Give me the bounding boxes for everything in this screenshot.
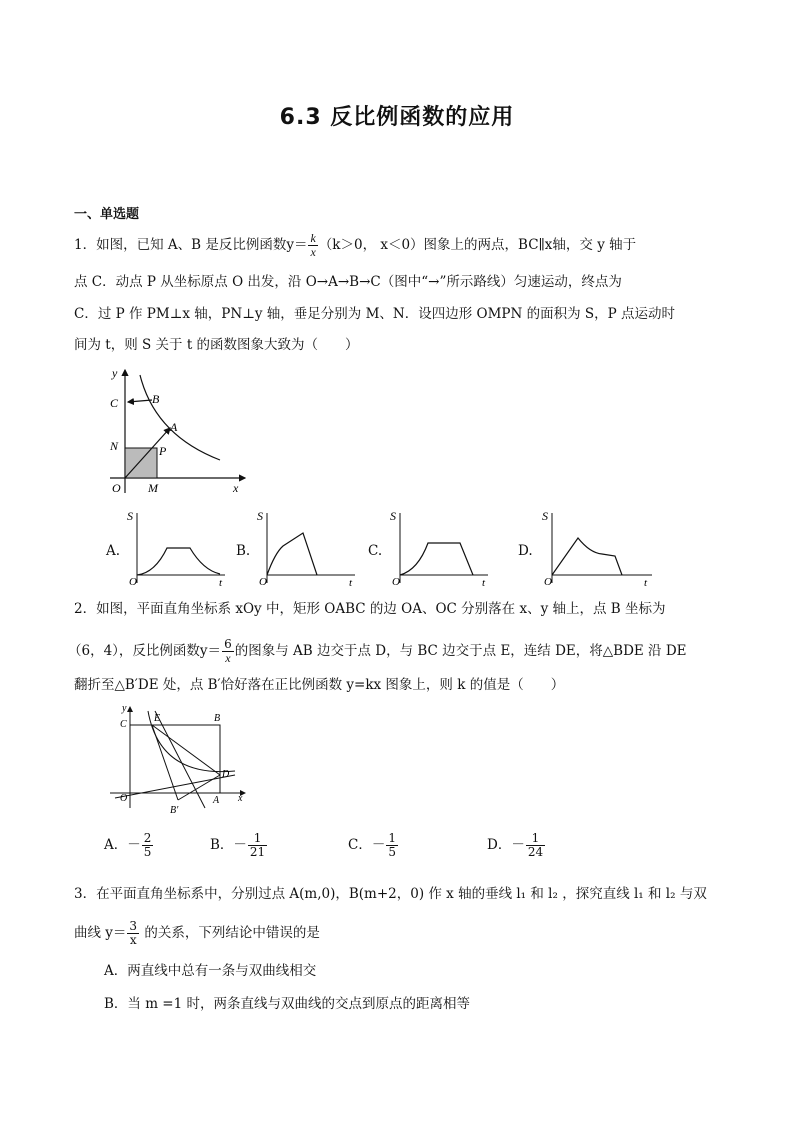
- q1-option-a-label: A.: [106, 543, 121, 559]
- section-heading: 一、单选题: [74, 207, 140, 222]
- fig2-label-o: O: [120, 793, 128, 804]
- hyperbola-curve: [148, 711, 235, 772]
- fig1-label-m: M: [148, 481, 158, 495]
- q2-option-c-fraction: [386, 832, 398, 859]
- q3-text-a: 曲线 y＝: [74, 925, 127, 941]
- q2-option-b-den: 21: [249, 845, 266, 859]
- fig1-label-p: P: [159, 444, 167, 458]
- q1-line-4: 间为 t，则 S 关于 t 的函数图象大致为（ ）: [74, 337, 359, 353]
- q2-option-d: [487, 832, 546, 859]
- q1-option-b-graph: [255, 508, 360, 588]
- q2-line-2: [68, 638, 687, 665]
- q3-text-b: 的关系，下列结论中错误的是: [140, 925, 320, 941]
- q2-option-d-den: 24: [527, 845, 544, 859]
- fig2-label-c: C: [120, 719, 127, 730]
- q2-option-a-den: 5: [143, 845, 152, 859]
- q1-option-a-graph: [125, 508, 230, 588]
- fig2-label-x: x: [238, 793, 243, 804]
- q2-option-b-label: B．－: [210, 837, 247, 853]
- q2-option-a-fraction: [142, 832, 154, 859]
- graph-d-t: t: [644, 577, 648, 588]
- q1-option-c-graph: [388, 508, 493, 588]
- q2-frac-den: x: [225, 651, 231, 665]
- graph-d-o: O: [544, 576, 552, 588]
- q2-text-b: 的图象与 AB 边交于点 D，与 BC 边交于点 E，连结 DE，将△BDE 沿 DE: [234, 643, 687, 659]
- q1-frac-den: x: [310, 245, 316, 259]
- q1-line-2: 点 C．动点 P 从坐标原点 O 出发，沿 O→A→B→C（图中“→”所示路线）匀速运动，终点为: [74, 274, 622, 290]
- fig2-label-b-prime: B′: [170, 805, 179, 816]
- q1-option-c-label: C.: [368, 543, 383, 559]
- q2-figure: [100, 703, 250, 823]
- q2-option-c-num: 1: [388, 831, 396, 845]
- q3-option-b: B．当 m =1 时，两条直线与双曲线的交点到原点的距离相等: [104, 996, 470, 1012]
- fig1-label-o: O: [112, 481, 121, 495]
- q2-line-1: 2．如图，平面直角坐标系 xOy 中，矩形 OABC 的边 OA、OC 分别落在 x、y 轴上，点 B 坐标为: [74, 601, 666, 617]
- graph-a-o: O: [129, 576, 137, 588]
- fig1-label-c: C: [110, 396, 119, 410]
- path-bc: [128, 400, 152, 402]
- fig1-label-a: A: [170, 420, 178, 434]
- q1-figure: [100, 365, 250, 500]
- q1-text-b: （k＞0， x＜0）图象上的两点，BC∥x轴，交 y 轴于: [318, 237, 637, 253]
- q3-option-a: A．两直线中总有一条与双曲线相交: [104, 963, 317, 979]
- graph-a-t: t: [219, 577, 223, 588]
- page-title: 6.3 反比例函数的应用: [279, 105, 515, 130]
- q2-fraction: [222, 638, 234, 665]
- fig2-label-a: A: [213, 795, 220, 806]
- q2-option-a-num: 2: [143, 831, 152, 845]
- q2-text-a: （6，4），反比例函数y＝: [68, 643, 222, 659]
- graph-b-s: S: [257, 509, 263, 523]
- graph-b-t: t: [349, 577, 353, 588]
- q1-line-3: C．过 P 作 PM⊥x 轴，PN⊥y 轴，垂足分别为 M、N．设四边形 OMPN 的面积为 S，P 点运动时: [74, 306, 676, 322]
- fig1-label-n: N: [110, 439, 119, 453]
- q2-option-b-num: 1: [248, 832, 267, 846]
- fig1-label-y: y: [112, 366, 118, 380]
- q1-frac-num: k: [310, 231, 316, 245]
- fig1-label-b: B: [152, 392, 160, 406]
- fig2-label-b: B: [214, 713, 221, 724]
- q2-option-b-fraction: [248, 832, 267, 859]
- q1-option-d-graph: [540, 508, 658, 588]
- q2-option-a: [104, 832, 154, 859]
- q1-line-1: [74, 232, 636, 259]
- q2-option-d-num: 1: [526, 832, 545, 846]
- q2-option-d-fraction: [526, 832, 545, 859]
- q1-option-d-label: D.: [518, 543, 533, 559]
- q2-frac-num: 6: [224, 637, 232, 651]
- q3-line-2: [74, 920, 320, 947]
- q3-frac-num: 3: [129, 919, 138, 933]
- q2-option-c-den: 5: [388, 845, 396, 859]
- graph-b-o: O: [259, 576, 267, 588]
- graph-a-s: S: [127, 509, 133, 523]
- graph-d-s: S: [542, 509, 548, 523]
- q2-option-c: [348, 832, 399, 859]
- q2-option-d-label: D．－: [487, 837, 525, 853]
- q2-line-3: 翻折至△B′DE 处，点 B′恰好落在正比例函数 y=kx 图象上，则 k 的值是（ ）: [74, 677, 565, 693]
- fig2-label-d: D: [222, 769, 230, 780]
- q2-option-a-label: A．－: [104, 837, 141, 853]
- q2-option-c-label: C．－: [348, 837, 386, 853]
- q3-frac-den: x: [129, 933, 137, 947]
- graph-c-t: t: [482, 577, 486, 588]
- segment-de: [152, 725, 220, 775]
- q1-fraction: [308, 232, 317, 259]
- q3-fraction: [127, 920, 139, 947]
- graph-c-o: O: [392, 576, 400, 588]
- fig1-label-x: x: [233, 481, 239, 495]
- graph-c-s: S: [390, 509, 396, 523]
- fig2-label-e: E: [154, 713, 161, 724]
- q1-text-a: 1．如图，已知 A、B 是反比例函数y＝: [74, 237, 308, 253]
- q2-option-b: [210, 832, 268, 859]
- q1-option-b-label: B.: [236, 543, 251, 559]
- fig2-label-y: y: [122, 703, 127, 714]
- q3-line-1: 3．在平面直角坐标系中，分别过点 A(m,0)，B(m+2，0) 作 x 轴的垂线 l₁ 和 l₂ ，探究直线 l₁ 和 l₂ 与双: [74, 886, 707, 902]
